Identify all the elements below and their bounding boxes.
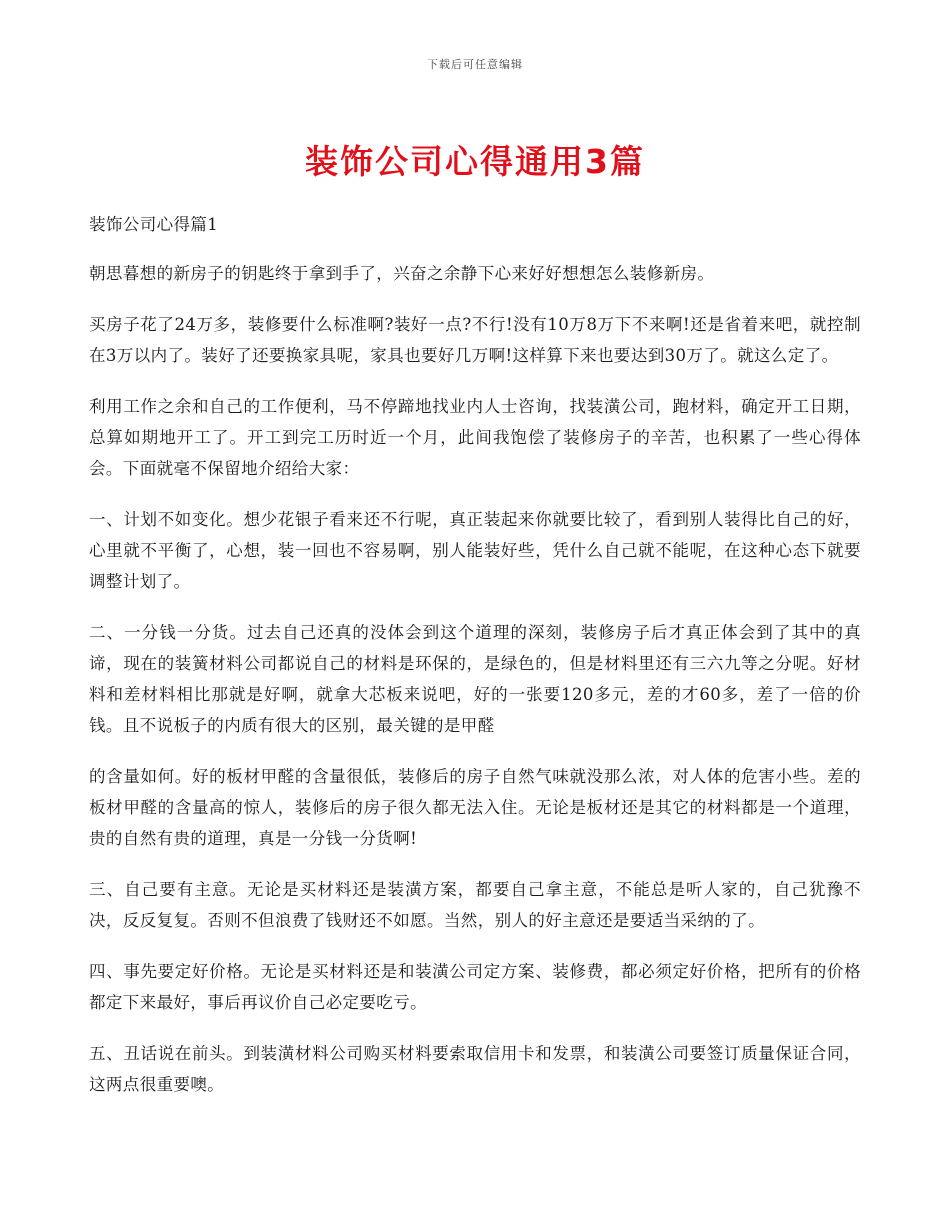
paragraph-6: 的含量如何。好的板材甲醛的含量很低，装修后的房子自然气味就没那么浓，对人体的危害小些。差的板材甲醛的含量高的惊人，装修后的房子很久都无法入住。无论是板材还是其它的材料都是一个道理，贵的自然有贵的道理，真是一分钱一分货啊! [89,767,861,848]
paragraph-1: 朝思暮想的新房子的钥匙终于拿到手了，兴奋之余静下心来好好想想怎么装修新房。 [89,264,715,283]
section-subtitle: 装饰公司心得篇1 [89,215,219,234]
paragraph-4: 一、计划不如变化。想少花银子看来还不行呢，真正装起来你就要比较了，看到别人装得比自己的好，心里就不平衡了，心想，装一回也不容易啊，别人能装好些，凭什么自己就不能呢，在这种心态下就要调整计划了。 [89,510,861,591]
paragraph-7: 三、自己要有主意。无论是买材料还是装潢方案，都要自己拿主意，不能总是听人家的，自己犹豫不决，反反复复。否则不但浪费了钱财还不如愿。当然，别人的好主意还是要适当采纳的了。 [89,880,861,930]
document-body [89,209,861,1120]
paragraph-8: 四、事先要定好价格。无论是买材料还是和装潢公司定方案、装修费，都必须定好价格，把所有的价格都定下来最好，事后再议价自己必定要吃亏。 [89,962,861,1012]
document-title: 装饰公司心得通用3篇 [305,142,645,181]
paragraph-3: 利用工作之余和自己的工作便利，马不停蹄地找业内人士咨询，找装潢公司，跑材料，确定开工日期，总算如期地开工了。开工到完工历时近一个月，此间我饱偿了装修房子的辛苦，也积累了一些心得体会。下面就毫不保留地介绍给大家： [89,397,861,478]
paragraph-5: 二、一分钱一分货。过去自己还真的没体会到这个道理的深刻，装修房子后才真正体会到了其中的真谛，现在的装簧材料公司都说自己的材料是环保的，是绿色的，但是材料里还有三六九等之分呢。好材料和差材料相比那就是好啊，就拿大芯板来说吧，好的一张要120多元，差的才60多，差了一倍的价钱。且不说板子的内质有很大的区别，最关键的是甲醛 [89,623,861,735]
header-note: 下载后可任意编辑 [427,58,523,71]
paragraph-9: 五、丑话说在前头。到装潢材料公司购买材料要索取信用卡和发票，和装潢公司要签订质量保证合同，这两点很重要噢。 [89,1044,861,1094]
paragraph-2: 买房子花了24万多，装修要什么标准啊?装好一点?不行!没有10万8万下不来啊!还是省着来吧，就控制在3万以内了。装好了还要换家具呢，家具也要好几万啊!这样算下来也要达到30万了。就这么定了。 [89,315,861,365]
